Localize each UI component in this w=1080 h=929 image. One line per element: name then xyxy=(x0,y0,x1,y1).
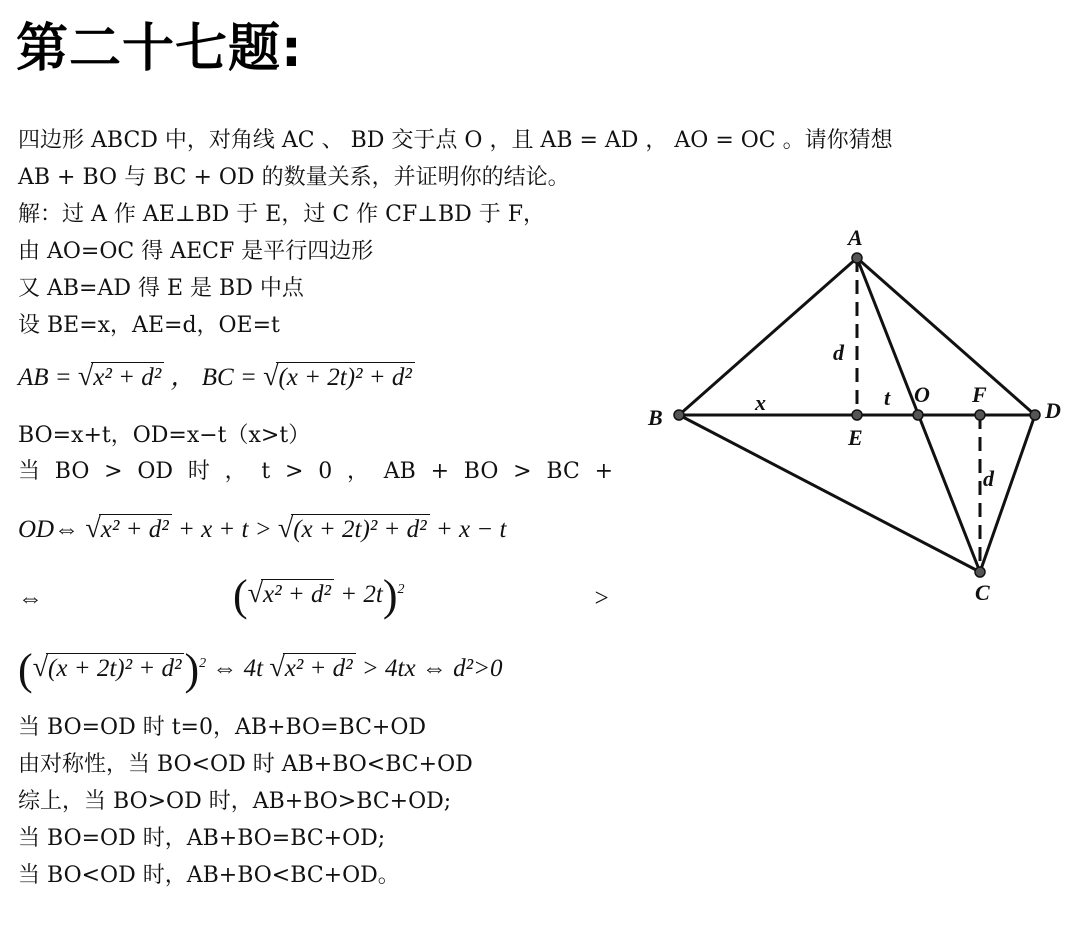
solution-line-6: 当 BO > OD 时 ， t > 0 ， AB + BO > BC + xyxy=(18,459,613,484)
label-a: A xyxy=(848,225,863,250)
problem-line-1: 四边形 ABCD 中，对角线 AC 、 BD 交于点 O ，且 AB = AD ， AO = OC 。请你猜想 xyxy=(18,128,893,153)
label-c: C xyxy=(975,580,990,605)
iff-4t: ⇔ 4t xyxy=(212,655,264,683)
point-b xyxy=(674,410,684,420)
point-a xyxy=(852,253,862,263)
ab-label: AB = xyxy=(18,364,72,391)
mid-terms: + x + t > xyxy=(177,516,272,543)
segment-bc xyxy=(679,415,980,572)
plus-2t: + 2t xyxy=(340,581,383,609)
label-d-top: d xyxy=(833,340,844,365)
tail-terms: + x − t xyxy=(435,516,507,543)
ab-bc-formula: AB = √x² + d² ， BC = √(x + 2t)² + d² xyxy=(18,360,415,394)
gt-sign: > xyxy=(593,585,610,612)
label-e: E xyxy=(848,425,863,450)
squared-radicand: x² + d² xyxy=(261,579,334,610)
inequality-line-3: $(√(x + 2t)^2 + d^2)^2$ ⇔ 4t √x² + d² > 4tx ⇔ d²>0 xyxy=(18,645,503,694)
solution-line-1: 解：过 A 作 AE⊥BD 于 E，过 C 作 CF⊥BD 于 F， xyxy=(18,202,546,227)
od-iff: OD⇔ xyxy=(18,516,80,543)
bc-label: ， BC = xyxy=(170,364,257,391)
squared-radicand-2: (x + 2t)² + d² xyxy=(46,653,184,684)
solution-line-12: 综上，当 BO>OD 时，AB+BO>BC+OD; xyxy=(18,789,452,814)
iff-arrow: ⇔ xyxy=(18,585,43,612)
solution-line-2: 由 AO=OC 得 AECF 是平行四边形 xyxy=(18,239,374,264)
problem-line-2: AB + BO 与 BC + OD 的数量关系，并证明你的结论。 xyxy=(18,165,570,190)
ab-radicand: x² + d² xyxy=(91,362,164,393)
solution-line-10: 当 BO=OD 时 t=0，AB+BO=BC+OD xyxy=(18,715,427,740)
label-d: D xyxy=(1045,398,1061,423)
solution-line-13: 当 BO=OD 时，AB+BO=BC+OD; xyxy=(18,826,386,851)
geometry-figure xyxy=(640,220,1070,620)
page-title: 第二十七题: xyxy=(16,19,303,79)
segment-ab xyxy=(679,258,857,415)
label-f: F xyxy=(972,382,987,407)
right-radicand: (x + 2t)² + d² xyxy=(291,514,429,545)
point-e xyxy=(852,410,862,420)
label-b: B xyxy=(648,405,663,430)
final-ineq: > 4tx ⇔ d²>0 xyxy=(361,655,503,683)
point-c xyxy=(975,567,985,577)
label-d-bottom: d xyxy=(983,466,994,491)
point-f xyxy=(975,410,985,420)
point-o xyxy=(913,410,923,420)
bc-radicand: (x + 2t)² + d² xyxy=(276,362,414,393)
solution-line-4: 设 BE=x，AE=d，OE=t xyxy=(18,313,280,338)
inequality-line-1: OD⇔ √x² + d² + x + t > √(x + 2t)² + d² + x − t xyxy=(18,513,507,544)
root-x-d: x² + d² xyxy=(283,653,356,684)
segment-cd xyxy=(980,415,1035,572)
point-d xyxy=(1030,410,1040,420)
left-radicand: x² + d² xyxy=(99,514,172,545)
solution-line-14: 当 BO<OD 时，AB+BO<BC+OD。 xyxy=(18,863,400,888)
label-t: t xyxy=(884,385,891,410)
solution-line-3: 又 AB=AD 得 E 是 BD 中点 xyxy=(18,276,304,301)
solution-line-5: BO=x+t，OD=x−t（x>t） xyxy=(18,423,311,448)
solution-line-11: 由对称性，当 BO<OD 时 AB+BO<BC+OD xyxy=(18,752,473,777)
label-o: O xyxy=(914,382,930,407)
label-x: x xyxy=(755,390,766,415)
